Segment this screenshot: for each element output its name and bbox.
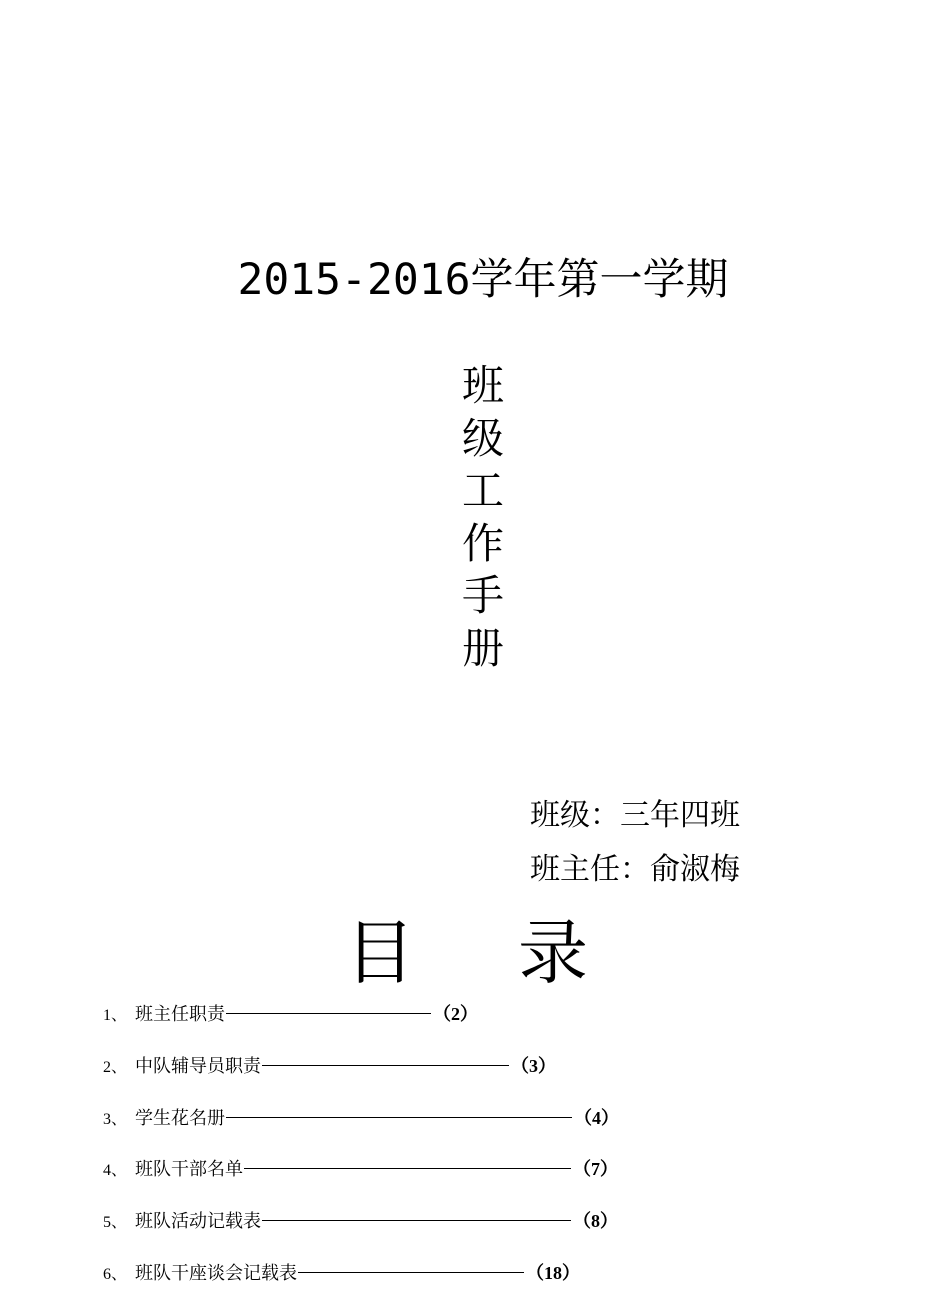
title-char: 班 <box>461 361 504 410</box>
toc-leader-line <box>262 1065 509 1066</box>
title-char: 级 <box>461 413 504 463</box>
toc-item-number: 1、 <box>103 1007 128 1024</box>
toc-leader-line <box>226 1117 572 1118</box>
toc-item[interactable] <box>103 996 478 1032</box>
handbook-title-vertical <box>458 360 508 675</box>
toc-item[interactable] <box>103 1048 556 1084</box>
toc-item-page: （2） <box>433 1004 478 1024</box>
toc-item-page: （8） <box>573 1211 618 1231</box>
toc-item-label: 班队活动记载表 <box>135 1211 261 1232</box>
title-char: 工 <box>461 466 504 515</box>
title-char: 手 <box>461 571 504 620</box>
toc-item-label: 班队干部名单 <box>135 1159 243 1180</box>
toc-item-label: 中队辅导员职责 <box>135 1056 261 1077</box>
toc-heading-second: 录 <box>518 912 588 994</box>
toc-item[interactable] <box>103 1255 580 1291</box>
toc-item-page: （7） <box>573 1159 618 1179</box>
toc-leader-line <box>262 1220 571 1221</box>
toc-item-page: （4） <box>574 1108 619 1128</box>
toc-item-number: 6、 <box>103 1266 128 1283</box>
toc-leader-line <box>244 1168 571 1169</box>
toc-item-page: （18） <box>526 1263 580 1283</box>
toc-item-number: 3、 <box>103 1111 128 1128</box>
teacher-info: 班主任：俞淑梅 <box>530 852 740 887</box>
toc-leader-line <box>226 1013 431 1014</box>
toc-item-label: 班主任职责 <box>135 1004 225 1025</box>
toc-item-label: 班队干座谈会记载表 <box>135 1263 297 1284</box>
term-years: 2015-2016 <box>237 255 471 305</box>
toc-heading <box>340 912 600 994</box>
toc-item-label: 学生花名册 <box>135 1108 225 1129</box>
title-char: 作 <box>461 518 504 568</box>
title-char: 册 <box>461 623 504 673</box>
toc-item[interactable] <box>103 1203 618 1239</box>
toc-heading-first: 目 <box>345 912 415 994</box>
class-info: 班级：三年四班 <box>530 798 740 833</box>
toc-item-number: 5、 <box>103 1214 128 1231</box>
toc-item[interactable] <box>103 1151 618 1187</box>
term-title <box>0 252 950 308</box>
term-text: 学年第一学期 <box>470 255 729 305</box>
toc-item-number: 4、 <box>103 1162 128 1179</box>
toc-leader-line <box>298 1272 524 1273</box>
toc-item-number: 2、 <box>103 1059 128 1076</box>
toc-item-page: （3） <box>511 1056 556 1076</box>
toc-item[interactable] <box>103 1100 619 1136</box>
